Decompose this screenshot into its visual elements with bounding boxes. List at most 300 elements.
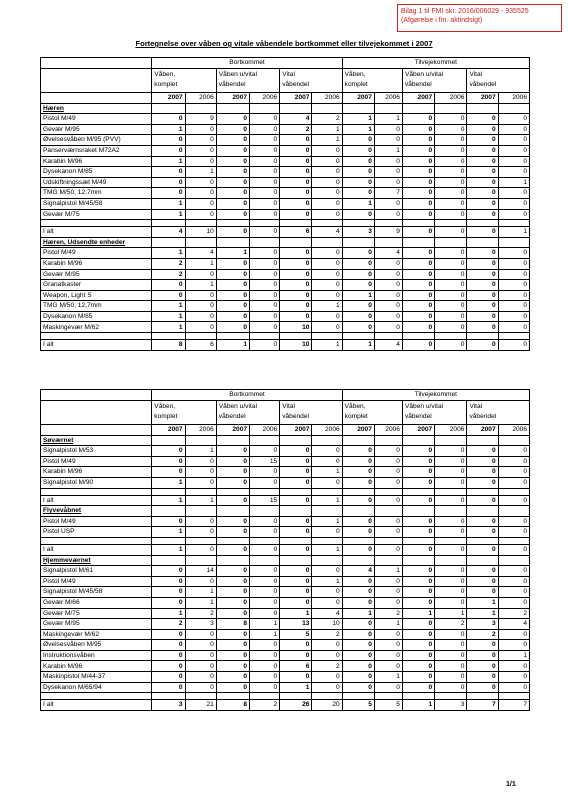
value-cell: 1 <box>250 619 280 630</box>
empty-cell <box>280 693 312 700</box>
empty-cell <box>250 488 280 495</box>
weapons-table-navy-airforce-homeguard <box>40 389 530 711</box>
value-cell: 0 <box>435 167 467 178</box>
section-heading-row <box>41 435 530 446</box>
total-row <box>41 495 530 506</box>
empty-cell <box>374 237 402 248</box>
value-cell: 0 <box>435 446 467 457</box>
value-cell: 4 <box>374 340 402 351</box>
empty-cell <box>185 506 216 517</box>
empty-cell <box>152 488 185 495</box>
value-cell: 0 <box>498 156 529 167</box>
value-cell: 0 <box>312 280 342 291</box>
value-cell: 0 <box>280 672 312 683</box>
value-cell: 0 <box>374 527 402 538</box>
value-cell: 0 <box>498 322 529 333</box>
value-cell: 7 <box>374 188 402 199</box>
year-cell: 2006 <box>312 93 342 104</box>
total-label: I alt <box>41 700 152 711</box>
value-cell: 0 <box>312 566 342 577</box>
value-cell: 0 <box>467 198 498 209</box>
item-label: Dysekanon M/65/94 <box>41 682 152 693</box>
blank-cell <box>41 401 152 425</box>
value-cell: 0 <box>312 527 342 538</box>
value-cell: 0 <box>280 566 312 577</box>
value-cell: 0 <box>467 167 498 178</box>
value-cell: 0 <box>402 301 434 312</box>
value-cell: 0 <box>216 227 249 238</box>
value-cell: 2 <box>467 629 498 640</box>
year-cell: 2006 <box>312 425 342 436</box>
sub-header-row <box>41 401 530 425</box>
empty-cell <box>185 693 216 700</box>
empty-cell <box>152 333 185 340</box>
value-cell: 0 <box>435 248 467 259</box>
value-cell: 0 <box>216 145 249 156</box>
value-cell: 2 <box>152 269 185 280</box>
empty-cell <box>342 537 374 544</box>
value-cell: 0 <box>402 114 434 125</box>
year-cell: 2007 <box>216 425 249 436</box>
value-cell: 1 <box>312 301 342 312</box>
value-cell: 0 <box>402 248 434 259</box>
value-cell: 0 <box>185 301 216 312</box>
value-cell: 0 <box>435 650 467 661</box>
value-cell: 0 <box>402 198 434 209</box>
empty-cell <box>342 220 374 227</box>
value-cell: 0 <box>498 456 529 467</box>
value-cell: 0 <box>185 527 216 538</box>
value-cell: 0 <box>498 188 529 199</box>
year-cell: 2006 <box>498 425 529 436</box>
value-cell: 0 <box>342 619 374 630</box>
value-cell: 0 <box>467 135 498 146</box>
value-cell: 0 <box>280 167 312 178</box>
empty-cell <box>374 488 402 495</box>
empty-cell <box>152 220 185 227</box>
value-cell: 0 <box>374 301 402 312</box>
value-cell: 0 <box>250 177 280 188</box>
value-cell: 0 <box>250 516 280 527</box>
value-cell: 0 <box>216 576 249 587</box>
value-cell: 0 <box>402 682 434 693</box>
value-cell: 21 <box>185 700 216 711</box>
value-cell: 0 <box>342 269 374 280</box>
empty-cell <box>374 555 402 566</box>
value-cell: 0 <box>402 280 434 291</box>
year-cell: 2007 <box>152 425 185 436</box>
value-cell: 0 <box>185 477 216 488</box>
value-cell: 1 <box>374 566 402 577</box>
value-cell: 0 <box>216 177 249 188</box>
value-cell: 0 <box>216 597 249 608</box>
empty-cell <box>342 555 374 566</box>
value-cell: 3 <box>185 619 216 630</box>
value-cell: 0 <box>435 672 467 683</box>
value-cell: 0 <box>467 209 498 220</box>
spacer-row <box>41 488 530 495</box>
value-cell: 6 <box>185 340 216 351</box>
empty-cell <box>250 237 280 248</box>
value-cell: 0 <box>185 290 216 301</box>
value-cell: 2 <box>435 619 467 630</box>
year-cell: 2006 <box>185 425 216 436</box>
item-label: Udskiftningssæt M/49 <box>41 177 152 188</box>
empty-cell <box>374 220 402 227</box>
value-cell: 0 <box>216 516 249 527</box>
value-cell: 0 <box>374 597 402 608</box>
value-cell: 0 <box>402 456 434 467</box>
value-cell: 0 <box>374 456 402 467</box>
value-cell: 5 <box>342 700 374 711</box>
value-cell: 0 <box>435 227 467 238</box>
value-cell: 7 <box>498 700 529 711</box>
value-cell: 0 <box>216 209 249 220</box>
empty-cell <box>280 103 312 114</box>
value-cell: 0 <box>402 311 434 322</box>
item-label: Øvelsesvåben M/95 <box>41 640 152 651</box>
value-cell: 6 <box>280 661 312 672</box>
value-cell: 1 <box>280 682 312 693</box>
table-row <box>41 682 530 693</box>
value-cell: 0 <box>216 544 249 555</box>
value-cell: 0 <box>280 290 312 301</box>
value-cell: 0 <box>250 258 280 269</box>
value-cell: 9 <box>374 227 402 238</box>
value-cell: 0 <box>402 124 434 135</box>
value-cell: 0 <box>342 682 374 693</box>
table-row <box>41 311 530 322</box>
table-row <box>41 290 530 301</box>
empty-cell <box>185 237 216 248</box>
value-cell: 0 <box>342 516 374 527</box>
value-cell: 0 <box>467 516 498 527</box>
value-cell: 0 <box>374 587 402 598</box>
value-cell: 0 <box>312 587 342 598</box>
value-cell: 1 <box>435 608 467 619</box>
value-cell: 0 <box>374 661 402 672</box>
value-cell: 0 <box>467 640 498 651</box>
table-row <box>41 619 530 630</box>
value-cell: 0 <box>342 156 374 167</box>
value-cell: 0 <box>342 248 374 259</box>
year-cell: 2007 <box>467 425 498 436</box>
value-cell: 0 <box>312 672 342 683</box>
value-cell: 0 <box>216 311 249 322</box>
value-cell: 0 <box>280 188 312 199</box>
value-cell: 0 <box>280 258 312 269</box>
value-cell: 1 <box>185 258 216 269</box>
value-cell: 0 <box>312 322 342 333</box>
sub-header-cell: Våben u/vital våbendel <box>402 69 466 93</box>
empty-cell <box>280 220 312 227</box>
value-cell: 0 <box>216 280 249 291</box>
sub-header-cell: Våben, komplet <box>152 69 216 93</box>
value-cell: 0 <box>280 516 312 527</box>
sub-header-cell: Vital våbendel <box>280 69 342 93</box>
value-cell: 0 <box>342 258 374 269</box>
value-cell: 4 <box>498 619 529 630</box>
value-cell: 0 <box>435 145 467 156</box>
empty-cell <box>342 693 374 700</box>
empty-cell <box>435 220 467 227</box>
empty-cell <box>250 537 280 544</box>
value-cell: 2 <box>312 114 342 125</box>
value-cell: 0 <box>152 177 185 188</box>
value-cell: 0 <box>498 640 529 651</box>
table-row <box>41 629 530 640</box>
value-cell: 0 <box>312 258 342 269</box>
value-cell: 0 <box>342 209 374 220</box>
value-cell: 0 <box>435 566 467 577</box>
empty-cell <box>435 237 467 248</box>
spacer-row <box>41 220 530 227</box>
value-cell: 0 <box>312 156 342 167</box>
value-cell: 0 <box>342 576 374 587</box>
section-title: Flyvevåbnet <box>41 506 152 517</box>
value-cell: 0 <box>185 124 216 135</box>
value-cell: 0 <box>185 650 216 661</box>
spacer-row <box>41 693 530 700</box>
table-row <box>41 608 530 619</box>
value-cell: 0 <box>185 576 216 587</box>
group-header-bortkommet: Bortkommet <box>152 390 342 401</box>
section-title: Hæren, Udsendte enheder <box>41 237 152 248</box>
item-label: Gevær M/75 <box>41 209 152 220</box>
item-label: Karabin M/96 <box>41 258 152 269</box>
table-row <box>41 248 530 259</box>
value-cell: 0 <box>498 661 529 672</box>
value-cell: 1 <box>312 576 342 587</box>
table-row <box>41 209 530 220</box>
value-cell: 3 <box>152 700 185 711</box>
item-label: Maskingevær M/62 <box>41 629 152 640</box>
year-cell: 2007 <box>216 93 249 104</box>
item-label: Dysekanon M/85 <box>41 167 152 178</box>
value-cell: 1 <box>312 495 342 506</box>
value-cell: 0 <box>280 467 312 478</box>
spacer-row <box>41 333 530 340</box>
value-cell: 0 <box>374 516 402 527</box>
value-cell: 0 <box>342 650 374 661</box>
empty-cell <box>216 693 249 700</box>
table-row <box>41 446 530 457</box>
total-row <box>41 227 530 238</box>
value-cell: 0 <box>435 587 467 598</box>
value-cell: 0 <box>498 467 529 478</box>
value-cell: 0 <box>467 661 498 672</box>
value-cell: 0 <box>435 114 467 125</box>
value-cell: 0 <box>280 198 312 209</box>
value-cell: 0 <box>498 114 529 125</box>
value-cell: 0 <box>250 672 280 683</box>
value-cell: 3 <box>342 227 374 238</box>
document-title: Fortegnelse over våben og vitale våbendele bortkommet eller tilvejekommet i 2007 <box>135 39 433 48</box>
empty-cell <box>435 488 467 495</box>
table-row <box>41 566 530 577</box>
value-cell: 0 <box>435 527 467 538</box>
empty-cell <box>216 555 249 566</box>
value-cell: 0 <box>312 597 342 608</box>
value-cell: 0 <box>467 301 498 312</box>
value-cell: 1 <box>374 672 402 683</box>
value-cell: 0 <box>250 156 280 167</box>
value-cell: 0 <box>216 188 249 199</box>
value-cell: 0 <box>498 198 529 209</box>
empty-cell <box>312 103 342 114</box>
value-cell: 0 <box>280 156 312 167</box>
value-cell: 0 <box>467 269 498 280</box>
group-header-tilvejekommet: Tilvejekommet <box>342 390 529 401</box>
value-cell: 0 <box>498 209 529 220</box>
empty-cell <box>312 220 342 227</box>
value-cell: 3 <box>467 619 498 630</box>
item-label: Panserværnsraket M72A2 <box>41 145 152 156</box>
table-row <box>41 516 530 527</box>
value-cell: 0 <box>185 544 216 555</box>
empty-cell <box>402 555 434 566</box>
total-row <box>41 544 530 555</box>
value-cell: 0 <box>435 467 467 478</box>
value-cell: 0 <box>185 188 216 199</box>
value-cell: 0 <box>342 280 374 291</box>
empty-cell <box>185 435 216 446</box>
value-cell: 0 <box>402 597 434 608</box>
item-label: Øvelsesvåben M/95 (PVV) <box>41 135 152 146</box>
value-cell: 0 <box>402 467 434 478</box>
value-cell: 0 <box>498 301 529 312</box>
value-cell: 0 <box>374 650 402 661</box>
value-cell: 0 <box>498 258 529 269</box>
value-cell: 13 <box>280 619 312 630</box>
year-cell: 2006 <box>435 425 467 436</box>
item-label: Karabin M/96 <box>41 661 152 672</box>
value-cell: 0 <box>467 587 498 598</box>
value-cell: 0 <box>342 135 374 146</box>
value-cell: 0 <box>280 248 312 259</box>
value-cell: 0 <box>498 269 529 280</box>
table-row <box>41 167 530 178</box>
table-row <box>41 177 530 188</box>
empty-cell <box>216 435 249 446</box>
value-cell: 0 <box>216 682 249 693</box>
value-cell: 0 <box>374 544 402 555</box>
value-cell: 0 <box>216 156 249 167</box>
table-row <box>41 597 530 608</box>
table-row <box>41 322 530 333</box>
empty-cell <box>342 488 374 495</box>
value-cell: 0 <box>185 640 216 651</box>
value-cell: 0 <box>402 661 434 672</box>
value-cell: 1 <box>152 124 185 135</box>
access-stamp <box>397 4 562 32</box>
empty-cell <box>216 506 249 517</box>
value-cell: 0 <box>402 227 434 238</box>
value-cell: 1 <box>402 700 434 711</box>
value-cell: 0 <box>402 156 434 167</box>
item-label: Karabin M/96 <box>41 467 152 478</box>
empty-cell <box>435 537 467 544</box>
empty-cell <box>152 693 185 700</box>
item-label: Pistol USP <box>41 527 152 538</box>
value-cell: 0 <box>280 576 312 587</box>
value-cell: 0 <box>435 597 467 608</box>
value-cell: 0 <box>312 290 342 301</box>
table-row <box>41 672 530 683</box>
item-label: Pistol M/49 <box>41 114 152 125</box>
value-cell: 0 <box>250 608 280 619</box>
empty-cell <box>402 537 434 544</box>
empty-cell <box>498 488 529 495</box>
value-cell: 15 <box>250 495 280 506</box>
sub-header-cell: Våben, komplet <box>152 401 216 425</box>
empty-cell <box>216 237 249 248</box>
empty-cell <box>435 506 467 517</box>
year-header-row <box>41 93 530 104</box>
empty-cell <box>402 693 434 700</box>
value-cell: 0 <box>435 124 467 135</box>
value-cell: 0 <box>435 156 467 167</box>
value-cell: 2 <box>374 608 402 619</box>
empty-cell <box>342 103 374 114</box>
value-cell: 0 <box>498 527 529 538</box>
empty-cell <box>435 333 467 340</box>
value-cell: 1 <box>185 280 216 291</box>
value-cell: 0 <box>250 322 280 333</box>
empty-cell <box>467 237 498 248</box>
blank-cell <box>41 93 152 104</box>
value-cell: 0 <box>402 145 434 156</box>
year-cell: 2006 <box>250 425 280 436</box>
value-cell: 0 <box>216 672 249 683</box>
value-cell: 0 <box>435 301 467 312</box>
value-cell: 0 <box>216 124 249 135</box>
value-cell: 0 <box>216 198 249 209</box>
year-cell: 2006 <box>435 93 467 104</box>
value-cell: 0 <box>402 188 434 199</box>
empty-cell <box>312 488 342 495</box>
value-cell: 1 <box>152 311 185 322</box>
value-cell: 0 <box>467 477 498 488</box>
value-cell: 0 <box>312 248 342 259</box>
value-cell: 0 <box>342 446 374 457</box>
value-cell: 0 <box>342 145 374 156</box>
value-cell: 0 <box>467 258 498 269</box>
empty-cell <box>152 237 185 248</box>
value-cell: 20 <box>312 700 342 711</box>
value-cell: 1 <box>312 135 342 146</box>
empty-cell <box>342 333 374 340</box>
value-cell: 0 <box>402 290 434 301</box>
item-label: Instruktionsvåben <box>41 650 152 661</box>
value-cell: 0 <box>374 311 402 322</box>
value-cell: 0 <box>250 566 280 577</box>
total-label: I alt <box>41 340 152 351</box>
value-cell: 0 <box>280 477 312 488</box>
empty-cell <box>435 435 467 446</box>
value-cell: 1 <box>152 544 185 555</box>
value-cell: 0 <box>498 566 529 577</box>
value-cell: 1 <box>152 209 185 220</box>
value-cell: 0 <box>374 280 402 291</box>
table-row <box>41 477 530 488</box>
empty-cell <box>216 333 249 340</box>
value-cell: 0 <box>185 311 216 322</box>
value-cell: 0 <box>152 682 185 693</box>
value-cell: 0 <box>435 198 467 209</box>
value-cell: 0 <box>250 114 280 125</box>
empty-cell <box>216 103 249 114</box>
